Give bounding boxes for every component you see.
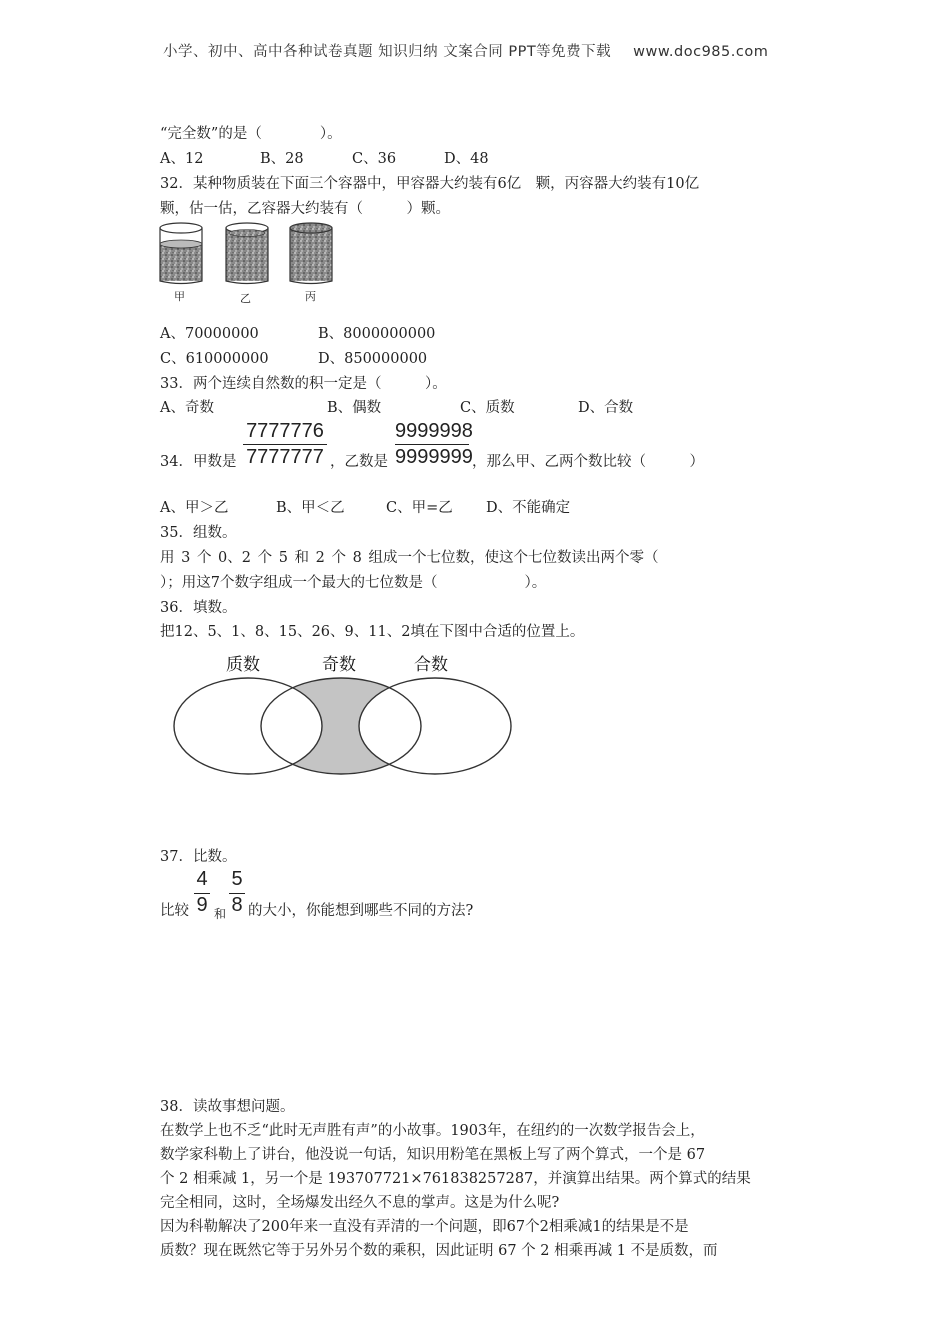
q32-stem-line1: 32．某种物质装在下面三个容器中，甲容器大约装有6亿 颗，丙容器大约装有10亿: [160, 176, 700, 192]
q31-option-d: D、48: [444, 151, 489, 167]
q37-title: 37．比数。: [160, 849, 237, 865]
q31-stem: “完全数”的是（ ）。: [160, 126, 342, 142]
q38-line-5: 因为科勒解决了200年来一直没有弄清的一个问题，即67个2相乘减1的结果是不是: [160, 1219, 689, 1235]
q34-jia-denominator: 7777777: [246, 446, 324, 468]
container-label-bing: 丙: [305, 290, 316, 303]
q34-jia-numerator: 7777776: [246, 420, 324, 442]
q34-option-d: D、不能确定: [486, 500, 571, 516]
container-jia: [160, 223, 202, 284]
q31-option-c: C、36: [352, 151, 397, 167]
venn-odd-shaded: [174, 678, 511, 774]
q32-option-c: C、610000000: [160, 351, 269, 367]
q34-yi-fraction-bar: [395, 444, 469, 445]
q34-suffix: ，那么甲、乙两个数比较（ ）: [472, 454, 704, 470]
venn-label-odd: 奇数: [322, 655, 356, 675]
venn-diagram: [168, 672, 518, 780]
q37-and: 和: [214, 907, 227, 921]
q34-middle: ，乙数是: [330, 454, 388, 470]
q34-yi-denominator: 9999999: [395, 446, 473, 468]
container-bing: [290, 223, 332, 284]
q38-line-4: 完全相同，这时，全场爆发出经久不息的掌声。这是为什么呢?: [160, 1195, 560, 1211]
container-yi: [226, 223, 268, 284]
q34-jia-fraction-bar: [243, 444, 327, 445]
q32-option-b: B、8000000000: [318, 326, 436, 342]
container-label-yi: 乙: [240, 292, 251, 305]
q31-option-b: B、28: [260, 151, 304, 167]
q32-option-d: D、850000000: [318, 351, 428, 367]
q38-line-3: 个 2 相乘减 1，另一个是 193707721×761838257287，并演算出结果。两个算式的结果: [160, 1171, 751, 1187]
header-url[interactable]: www.doc985.com: [633, 44, 769, 60]
q34-prefix: 34．甲数是: [160, 454, 237, 470]
q36-instruction: 把12、5、1、8、15、26、9、11、2填在下图中合适的位置上。: [160, 624, 585, 640]
q34-option-c: C、甲=乙: [386, 500, 453, 516]
q34-option-a: A、甲＞乙: [160, 500, 229, 516]
q36-title: 36．填数。: [160, 600, 237, 616]
q33-stem: 33．两个连续自然数的积一定是（ ）。: [160, 376, 447, 392]
q37-f2-denominator: 8: [231, 894, 243, 916]
q34-option-b: B、甲＜乙: [276, 500, 345, 516]
q33-option-c: C、质数: [460, 400, 515, 416]
q32-option-a: A、70000000: [160, 326, 259, 342]
q37-f1-denominator: 9: [196, 894, 208, 916]
venn-label-prime: 质数: [226, 655, 260, 675]
q37-suffix: 的大小，你能想到哪些不同的方法?: [248, 903, 474, 919]
q38-line-1: 在数学上也不乏“此时无声胜有声”的小故事。1903年，在纽约的一次数学报告会上，: [160, 1123, 705, 1139]
q37-prefix: 比较: [160, 903, 189, 919]
q38-line-2: 数学家科勒上了讲台，他没说一句话，知识用粉笔在黑板上写了两个算式，一个是 67: [160, 1147, 706, 1163]
q35-line1: 用 3 个 0、2 个 5 和 2 个 8 组成一个七位数，使这个七位数读出两个零（: [160, 550, 659, 566]
q33-option-a: A、奇数: [160, 400, 214, 416]
q35-line2: ）；用这7个数字组成一个最大的七位数是（ ）。: [160, 575, 547, 591]
q35-title: 35．组数。: [160, 525, 237, 541]
venn-label-composite: 合数: [414, 655, 448, 675]
q33-option-d: D、合数: [578, 400, 634, 416]
q34-yi-numerator: 9999998: [395, 420, 473, 442]
q37-f1-numerator: 4: [196, 868, 208, 890]
q31-option-a: A、12: [160, 151, 204, 167]
q32-stem-line2: 颗，估一估，乙容器大约装有（ ）颗。: [160, 201, 450, 217]
header-text: 小学、初中、高中各种试卷真题 知识归纳 文案合同 PPT等免费下载: [163, 44, 612, 60]
q37-f2-numerator: 5: [231, 868, 243, 890]
q38-line-6: 质数？现在既然它等于另外另个数的乘积，因此证明 67 个 2 相乘再减 1 不是质数，而: [160, 1243, 718, 1259]
container-label-jia: 甲: [174, 290, 185, 303]
q38-title: 38．读故事想问题。: [160, 1099, 295, 1115]
q33-option-b: B、偶数: [327, 400, 382, 416]
page-header: [163, 40, 768, 61]
